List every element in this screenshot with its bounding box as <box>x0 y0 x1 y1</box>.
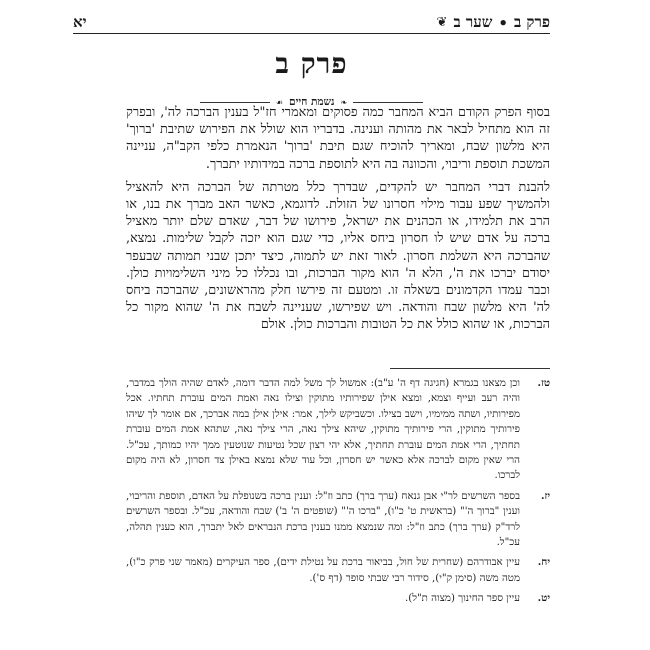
footnote <box>126 591 550 606</box>
fleuron-icon: ❦ <box>436 15 448 30</box>
footnote-text: עיין ספר החינוך (מצוה ת"ל). <box>405 593 520 605</box>
running-head-title <box>437 13 550 32</box>
running-head <box>73 6 550 32</box>
section-heading-rule-right <box>353 102 423 103</box>
ornament-right-icon: ❧ <box>340 97 348 107</box>
footnote-number: יט. <box>537 592 550 605</box>
chapter-title: פרק ב <box>275 47 348 80</box>
running-head-gate: שער ב <box>453 13 493 31</box>
footnote-number: יז. <box>540 489 550 502</box>
page-number: יא <box>73 13 87 31</box>
body-text <box>126 104 550 334</box>
footnote-separator <box>390 368 550 369</box>
footnote-text: בספר השרשים לר"י אבן גנאח (ערך ברך) כתב וז"ל: וענין ברכה בשנופלת על האדם, תוספת והריבוי, וענין "ברוך ה'" (בראשית ט' כ"ו), "ברכו ה'" (שופטים ה' ב') שבח והודאה, עכ"ל. ובספר השרשים לרד"ק (ערך ברך) כתב וז"ל: ומה שנמצא ממנו בענין ברכת הנבראים לאל יתברך, הוא כענין תהלה, עכ"ל. <box>126 490 520 549</box>
body-paragraph-2: להבנת דברי המחבר יש להקדים, שבדרך כלל מטרתה של הברכה היא להאציל ולהמשיך שפע עבור מילוי חסרונו של הזולת. לדוגמא, כאשר האב מברך את בנו, או הרב את תלמידו, או הכהנים את ישראל, פירושו של דבר, שאדם שלם יותר מאציל ברכה על אדם שיש לו חסרון ביחס אליו, כדי שגם הוא יזכה לקבל שלימות. נמצא, שהברכה היא השלמת חסרון. לאור זאת יש לתמוה, כיצד יתכן שבני תמותה שבעפר יסודם יברכו את ה', הלא ה' הוא מקור הברכות, ובו נכללו כל מיני השלימויות כולן. וכבר עמדו הקדמונים בשאלה זו. ומטעם זה פירשו חלק מהראשונים, שהברכה ביחס לה' היא מלשון שבח והודאה. ויש שפירשו, שעניינה לשבח את ה' שהוא מקור כל הברכות, או שהוא כולל את כל הטובות והברכות כולן. אולם <box>126 179 550 333</box>
footnote-number: יח. <box>537 556 550 569</box>
section-heading-rule-left <box>200 102 270 103</box>
footnote-text: עיין אבודרהם (שחרית של חול, בביאור ברכת על נטילת ידים), ספר העיקרים (מאמר שני פרק כ"ו), מטה משה (סימן ק"י), סידור רבי שבתי סופר (דף ס'). <box>126 557 520 584</box>
footnotes <box>126 376 550 612</box>
footnote-number: טז. <box>537 377 550 389</box>
ornament-left-icon: ☙ <box>275 97 284 107</box>
section-heading-label: נשמת חיים <box>289 96 335 108</box>
footnote <box>126 555 550 586</box>
footnote <box>126 489 550 551</box>
body-paragraph-1: בסוף הפרק הקודם הביא המחבר כמה פסוקים ומאמרי חז"ל בענין הברכה לה', ובפרק זה הוא מתחיל לבאר את מהותה וענינה. בדבריו הוא שולל את הפירוש שתיבת 'ברוך' היא מלשון שבח, ומאריך להוכיח שגם תיבת 'ברוך' הנאמרת כלפי הקב"ה, עניינה המשכת תוספת וריבוי, והכוונה בה היא לתוספת ברכה במידותיו יתברך. <box>126 105 550 172</box>
running-head-separator: • <box>498 13 508 32</box>
header-rule <box>73 33 550 34</box>
footnote-text: וכן מצאנו בגמרא (חגיגה דף ה' ע"ב): אמשול לך משל למה הדבר דומה, לאדם שהיה הולך במדבר, והיה רעב ועייף וצמא, ומצא אילן שפירותיו מתוקין וצילו נאה ואמת המים עוברת תחתיו. אכל מפירותיו, ושתה ממימיו, וישב בצילו. וכשביקש לילך, אמר: אילן אילן במה אברכך, אם אומר לך שיהו פירותיך מתוקין, הרי פירותיך מתוקין, שיהא צילך נאה, הרי צילך נאה, שתהא אמת המים עוברת תחתיך, הרי אמת המים עוברת תחתיך, אלא יהי רצון שכל נטיעות שנוטעין ממך יהיו כמותך, עכ"ל. הרי שאין מקום לברכה אלא כאשר יש חסרון, וכל עוד שלא נמצא באילן צד חסרון, לא היה מקום לברכו. <box>126 378 520 482</box>
running-head-chapter: פרק ב <box>513 13 550 31</box>
footnote <box>126 376 550 484</box>
